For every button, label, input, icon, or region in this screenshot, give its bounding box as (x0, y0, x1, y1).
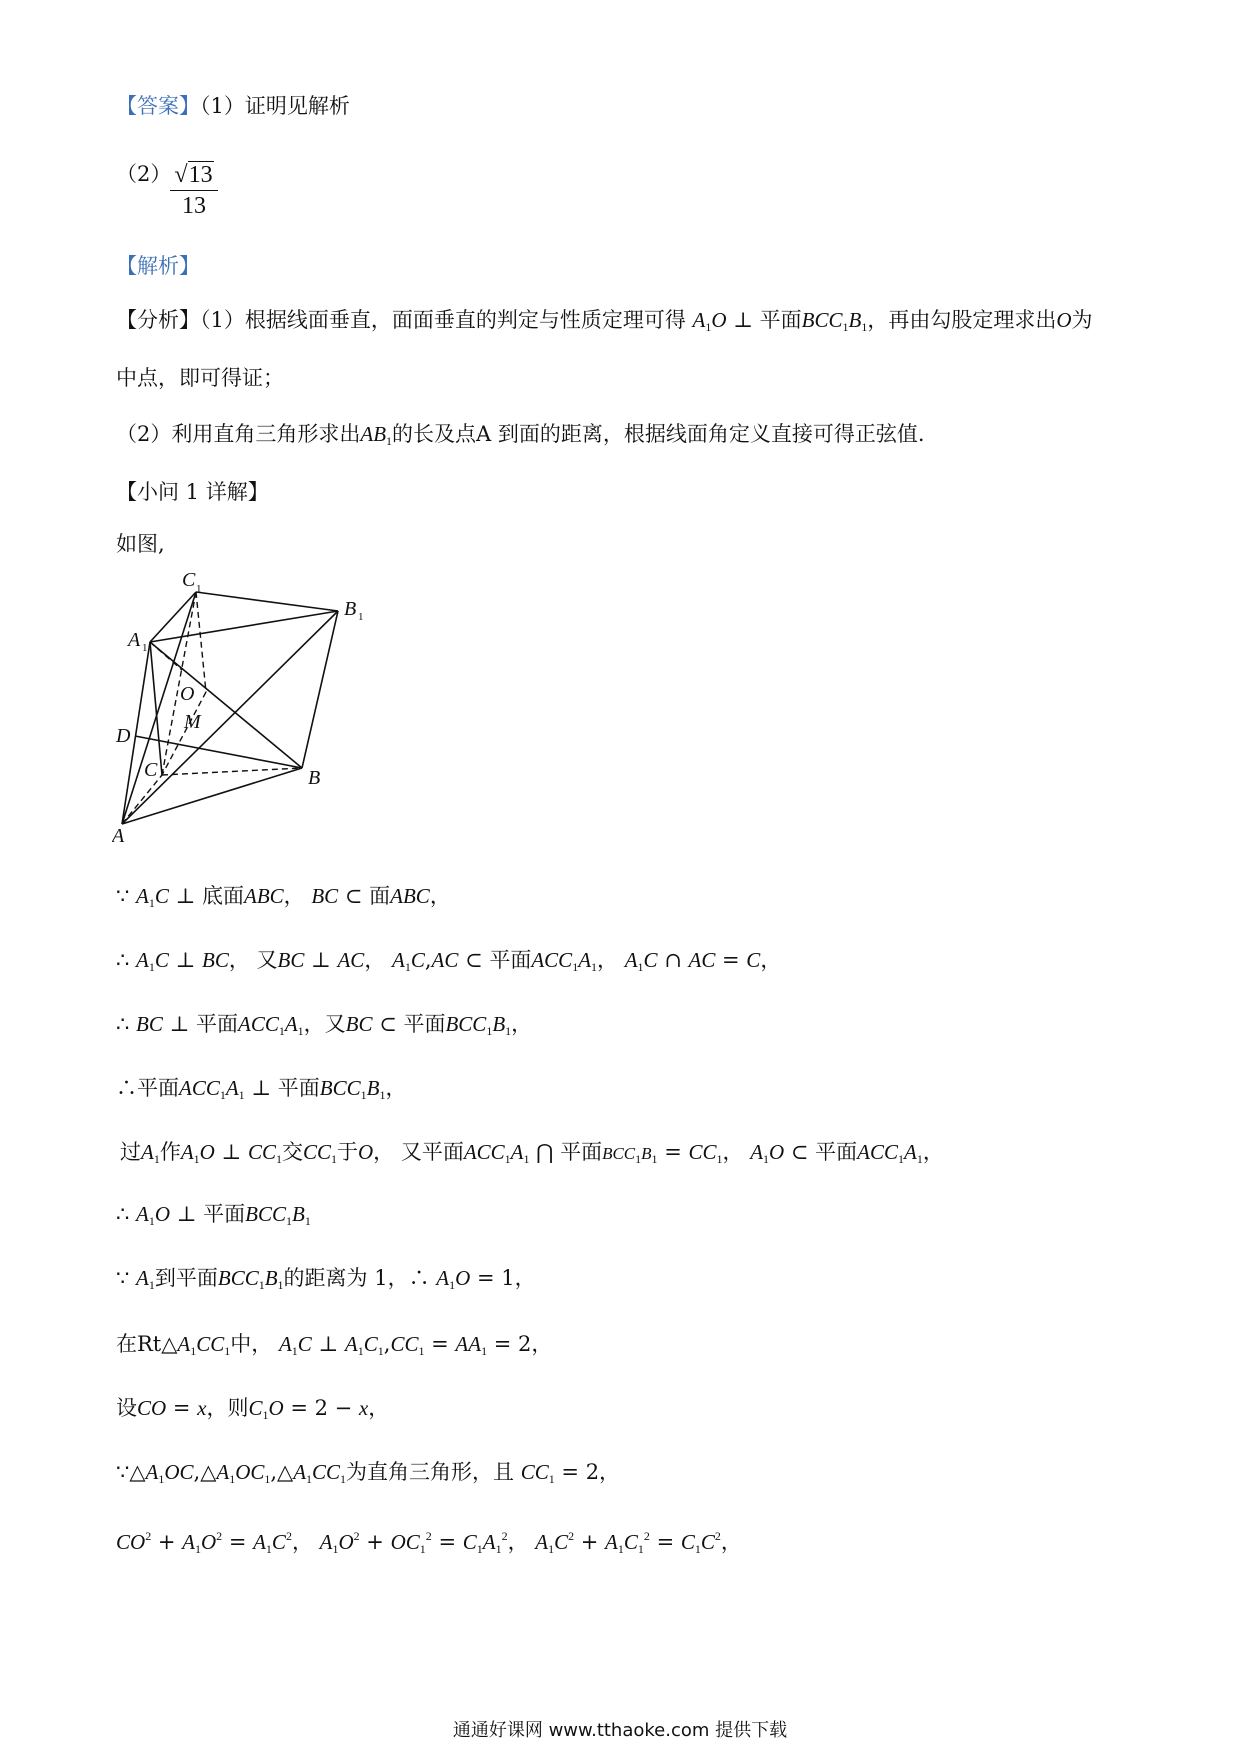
fenxi-line2: 中点，即可得证； (116, 366, 284, 390)
svg-text:1: 1 (196, 583, 202, 595)
fraction-denominator: 13 (182, 193, 206, 219)
sqrt-sign: √ (174, 162, 188, 188)
edge-c1-a (122, 592, 196, 824)
label-a: A (112, 825, 125, 847)
analysis-tag: 【解析】 (116, 254, 200, 278)
edge-a1-b (150, 642, 302, 768)
step-4: ∴平面$ACC_1A_1$ ⊥ 平面$BCC_1B_1$， (116, 1076, 407, 1102)
step-9: 设CO = x，则$C_1O = 2 - x$， (116, 1396, 390, 1422)
label-b: B (308, 767, 321, 789)
edge-a1-c1 (150, 592, 196, 642)
edge-a1-b1 (150, 611, 338, 642)
rutu-text: 如图, (116, 532, 165, 556)
answer-tag: 【答案】 (116, 94, 200, 118)
svg-text:1: 1 (358, 611, 364, 623)
step-2: ∴ $A_1C$ ⊥ BC， 又BC ⊥ AC， $A_1C,AC$ ⊂ 平面$ACC_1A_1$， $A_1C$ ∩ AC = C， (116, 948, 782, 974)
label-c1: C (182, 570, 196, 591)
edge-b1-b (302, 611, 338, 768)
answer-part1: （1）证明见解析 (200, 94, 350, 118)
step-10: $\because\triangle A_1OC,\triangle A_1OC_1,\triangle A_1CC_1$为直角三角形，且 $CC_1 = 2$， (116, 1460, 621, 1486)
sub1-tag: 【小问 1 详解】 (116, 480, 269, 504)
answer-fraction (168, 160, 220, 221)
label-a1: A (128, 629, 141, 651)
answer-part2-label: （2） (116, 162, 172, 186)
edge-c1-b1 (196, 592, 338, 611)
label-d: D (116, 725, 131, 747)
label-c: C (144, 759, 158, 781)
step-7: ∵ $A_1$到平面$BCC_1B_1$的距离为 1，∴ $A_1O = 1$， (116, 1266, 536, 1292)
fenxi-line3: （2）利用直角三角形求出$AB_1$的长及点A 到面的距离，根据线面角定义直接可得正弦值. (116, 422, 925, 448)
fenxi-line1: 【分析】（1）根据线面垂直，面面垂直的判定与性质定理可得 $A_1O$ ⊥ 平面$BCC_1B_1$，再由勾股定理求出O为 (116, 308, 1093, 334)
answer-line (116, 92, 350, 120)
fraction-numerator: √13 (174, 162, 213, 188)
step-8: 在$Rt\triangle A_1CC_1$中， $A_1C$ ⊥ $A_1C_1,CC_1 = AA_1 = 2$， (116, 1332, 553, 1358)
label-b1: B (344, 598, 357, 620)
step-3: ∴ BC ⊥ 平面$ACC_1A_1$，又BC ⊂ 平面$BCC_1B_1$， (116, 1012, 533, 1038)
step-11: $CO^2 + A_1O^2 = A_1C^2$， $A_1O^2 + OC_1^2 = C_1A_1^2$， $A_1C^2 + A_1C_1^2 = C_1C^2$， (116, 1529, 742, 1556)
edge-a1-c (150, 642, 162, 775)
edge-c1-m-dashed (196, 592, 206, 692)
footer: 通通好课网 www.tthaoke.com 提供下载 (452, 1720, 788, 1741)
prism-figure (112, 570, 412, 850)
edge-a-b1 (122, 611, 338, 824)
step-1: ∵ $A_1C$ ⊥ 底面ABC， BC ⊂ 面ABC， (116, 884, 451, 910)
step-5: 过$A_1$作$A_1O$ ⊥ $CC_1$交$CC_1$于O， 又平面$ACC_1A_1$ ⋂ 平面$BCC_1B_1 = CC_1$， $A_1O$ ⊂ 平面$ACC_1A_1$， (120, 1140, 944, 1166)
svg-text:1: 1 (142, 642, 148, 654)
label-o: O (180, 683, 195, 705)
step-6: ∴ $A_1O$ ⊥ 平面$BCC_1B_1$ (116, 1202, 311, 1228)
label-m: M (184, 711, 201, 733)
